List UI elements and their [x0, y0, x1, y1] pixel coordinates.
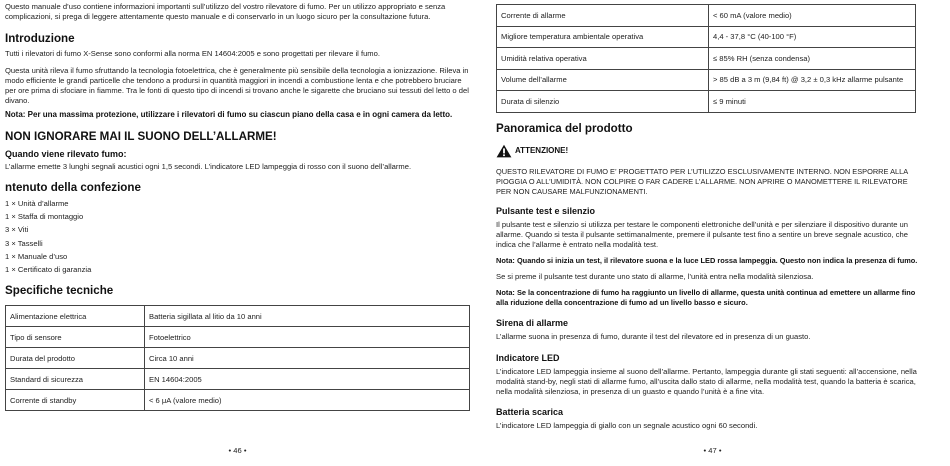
- table-row: [6, 390, 470, 411]
- test-button-note-2: Nota: Se la concentrazione di fumo ha raggiunto un livello di allarme, questa unità continua ad emettere un allarme fino alla riduzione della concentrazione di fumo ad un livello basso e sicuro.: [496, 288, 916, 308]
- spec-label: Durata di silenzio: [497, 91, 709, 113]
- overview-heading: Panoramica del prodotto: [496, 121, 633, 135]
- smoke-detected-subheading: Quando viene rilevato fumo:: [5, 148, 127, 159]
- test-button-heading: Pulsante test e silenzio: [496, 205, 596, 216]
- spec-label: Corrente di allarme: [497, 5, 709, 27]
- table-row: [497, 69, 916, 91]
- table-row: [497, 26, 916, 48]
- table-row: [6, 306, 470, 327]
- table-row: [6, 369, 470, 390]
- table-row: [6, 327, 470, 348]
- page-number-right: • 47 •: [703, 446, 722, 455]
- led-heading: Indicatore LED: [496, 352, 560, 363]
- alarm-warning-heading: NON IGNORARE MAI IL SUONO DELL’ALLARME!: [5, 129, 277, 143]
- table-row: [6, 348, 470, 369]
- right-page: [475, 0, 950, 466]
- list-item: 3 × Viti: [5, 225, 29, 235]
- spec-label: Standard di sicurezza: [6, 369, 145, 390]
- spec-value: 4,4 - 37,8 °C (40-100 °F): [709, 26, 916, 48]
- table-row: [497, 48, 916, 70]
- list-item: 1 × Unità d’allarme: [5, 199, 69, 209]
- list-item: 1 × Staffa di montaggio: [5, 212, 84, 222]
- spec-value: Batteria sigillata al litio da 10 anni: [145, 306, 470, 327]
- test-button-para-2: Se si preme il pulsante test durante uno stato di allarme, l’unità entra nella modalità silenziosa.: [496, 272, 814, 282]
- test-button-para: Il pulsante test e silenzio si utilizza per testare le componenti elettroniche dell’unità e per silenziare il dispositivo durante un allarme. Quando si testa il pulsante settimanalmente, premere il pulsante test fino a sentire un breve segnale acustico, che indica che l’allarme è entrato nella modalità test.: [496, 219, 908, 249]
- specs-heading: Specifiche tecniche: [5, 284, 114, 298]
- intro-paragraph: Questo manuale d’uso contiene informazioni importanti sull’utilizzo del vostro rilevatore di fumo. Per un utilizzo appropriato e senza complicazioni, si prega di leggere attentamente questo manuale e di conservarlo in un luogo sicuro per la consultazione futura.: [5, 2, 446, 22]
- test-button-note-1: Nota: Quando si inizia un test, il rilevatore suona e la luce LED rossa lampeggia. Questo non indica la presenza di fumo.: [496, 256, 918, 266]
- table-row: [497, 91, 916, 113]
- spec-value: ≤ 9 minuti: [709, 91, 916, 113]
- spec-label: Durata del prodotto: [6, 348, 145, 369]
- introduction-heading: Introduzione: [5, 32, 75, 46]
- spec-value: > 85 dB a 3 m (9,84 ft) @ 3,2 ± 0,3 kHz allarme pulsante: [709, 69, 916, 91]
- spec-value: Circa 10 anni: [145, 348, 470, 369]
- warning-text: QUESTO RILEVATORE DI FUMO E’ PROGETTATO PER L’UTILIZZO ESCLUSIVAMENTE INTERNO. NON ESPORRE ALLA PIOGGIA O ALL’UMIDITÀ. NON COLPIRE O FAR CADERE L’ALLARME. NON APRIRE O MANOMETTERE IL RILEVATORE PER NON CAUSARE MALFUNZIONAMENTI.: [496, 166, 908, 196]
- spec-value: ≤ 85% RH (senza condensa): [709, 48, 916, 70]
- spec-label: Volume dell’allarme: [497, 69, 709, 91]
- siren-para: L’allarme suona in presenza di fumo, durante il test del rilevatore ed in presenza di un guasto.: [496, 332, 811, 342]
- introduction-note: Nota: Per una massima protezione, utilizzare i rilevatori di fumo su ciascun piano della casa e in ogni camera da letto.: [5, 110, 453, 120]
- led-para: L’indicatore LED lampeggia insieme al suono dell’allarme. Pertanto, lampeggia durante gli stati seguenti: all’accensione, nella modalità stand-by, negli stati di allarme fumo, all’uscita dallo stato di allarme, nella modalità test, quando la batteria è scarica, nella modalità silenziosa, in presenza di un guasto e quando l’unità è a fine vita.: [496, 366, 917, 396]
- spec-value: Fotoelettrico: [145, 327, 470, 348]
- list-item: 3 × Tasselli: [5, 238, 43, 248]
- introduction-para-2: Questa unità rileva il fumo sfruttando la tecnologia fotoelettrica, che è generalmente più sensibile della tecnologia a ionizzazione. Rileva in modo efficiente le grandi particelle che tendono a prodursi in quantità maggiori in incendi a combustione lenta e che potrebbero bruciare per ore prima di sfociare in fiamme. Tra le fonti di questo tipo di incendi si trovano anche le sigarette che bruciano sui tessuti del letto o del divano.: [5, 65, 469, 106]
- list-item: 1 × Certificato di garanzia: [5, 265, 92, 275]
- specs-table: [5, 305, 470, 411]
- smoke-detected-text: L’allarme emette 3 lunghi segnali acustici ogni 1,5 secondi. L’indicatore LED lampeggia di rosso con il suono dell’allarme.: [5, 161, 412, 171]
- spec-label: Migliore temperatura ambientale operativa: [497, 26, 709, 48]
- spec-value: < 6 μA (valore medio): [145, 390, 470, 411]
- battery-heading: Batteria scarica: [496, 407, 564, 418]
- spec-label: Umidità relativa operativa: [497, 48, 709, 70]
- table-row: [497, 5, 916, 27]
- contents-list: [5, 197, 469, 276]
- spec-label: Alimentazione elettrica: [6, 306, 145, 327]
- warning-row: [496, 144, 920, 158]
- spec-value: < 60 mA (valore medio): [709, 5, 916, 27]
- specs-table-continued: [496, 4, 916, 113]
- warning-label: ATTENZIONE!: [515, 146, 569, 155]
- list-item: 1 × Manuale d’uso: [5, 251, 68, 261]
- spec-label: Tipo di sensore: [6, 327, 145, 348]
- warning-triangle-icon: [496, 144, 512, 158]
- introduction-para-1: Tutti i rilevatori di fumo X-Sense sono conformi alla norma EN 14604:2005 e sono progettati per rilevare il fumo.: [5, 49, 380, 59]
- spec-label: Corrente di standby: [6, 390, 145, 411]
- contents-heading: ntenuto della confezione: [5, 181, 141, 195]
- battery-para: L’indicatore LED lampeggia di giallo con un segnale acustico ogni 60 secondi.: [496, 421, 758, 431]
- page-number-left: • 46 •: [228, 446, 247, 455]
- siren-heading: Sirena di allarme: [496, 318, 569, 329]
- spec-value: EN 14604:2005: [145, 369, 470, 390]
